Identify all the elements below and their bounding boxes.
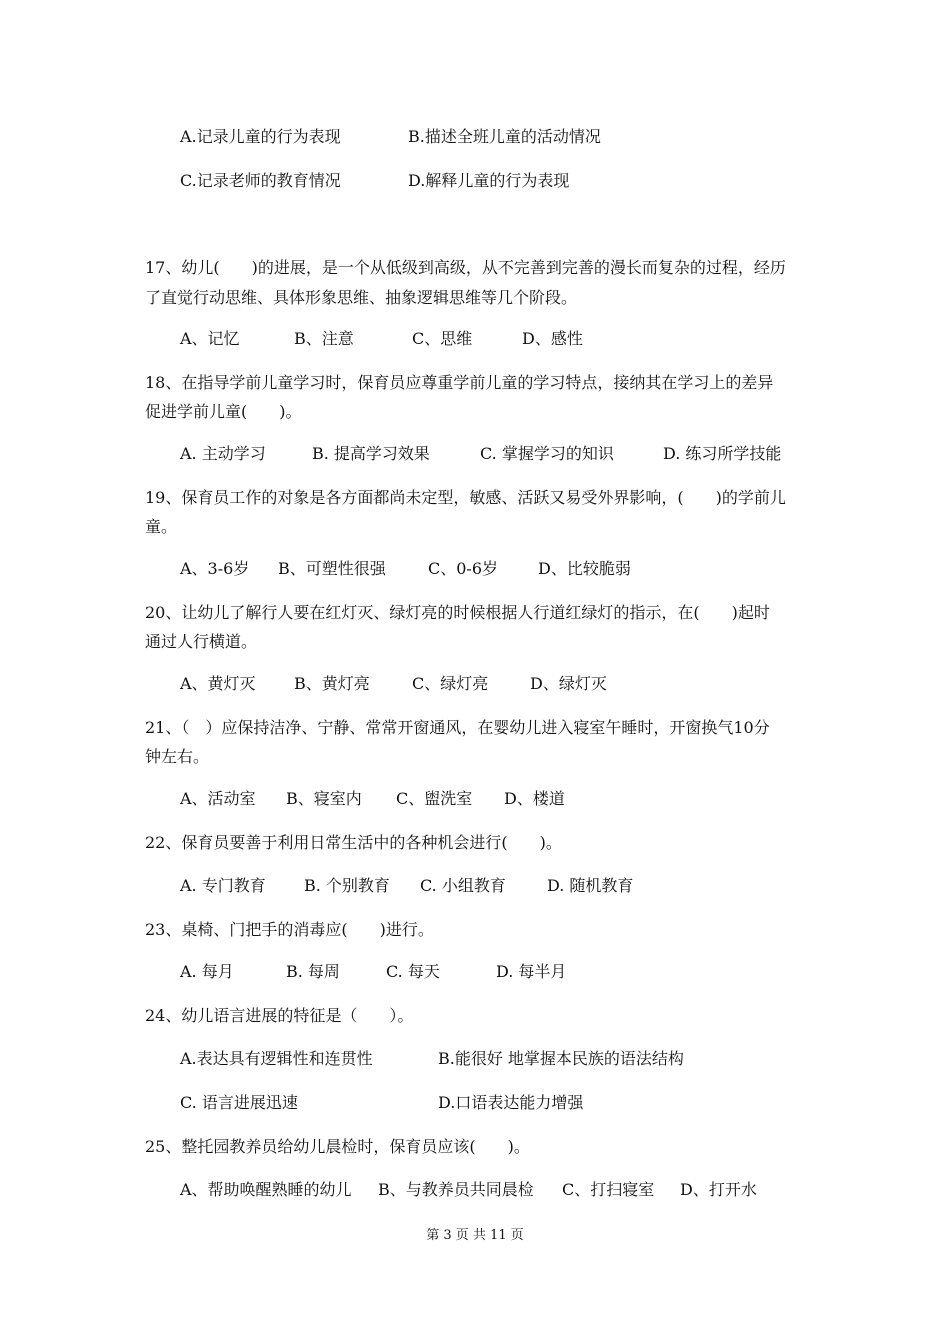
q17-option-a: A、记忆 bbox=[180, 329, 240, 348]
q22-option-b: B. 个别教育 bbox=[304, 876, 390, 895]
q18-option-b: B. 提高学习效果 bbox=[312, 444, 430, 463]
q23-option-d: D. 每半月 bbox=[496, 962, 567, 981]
q16-option-c: C.记录老师的教育情况 bbox=[180, 171, 341, 190]
q25-option-c: C、打扫寝室 bbox=[562, 1180, 655, 1199]
q23-option-b: B. 每周 bbox=[286, 962, 340, 981]
q25-text-line-1: 25、整托园教养员给幼儿晨检时，保育员应该( )。 bbox=[145, 1137, 530, 1156]
q20-text-line-2: 通过人行横道。 bbox=[145, 632, 258, 651]
q16-option-b: B.描述全班儿童的活动情况 bbox=[408, 127, 601, 146]
q17-text-line-1: 17、幼儿( )的进展，是一个从低级到高级，从不完善到完善的漫长而复杂的过程，经历 bbox=[145, 258, 786, 277]
q21-text-line-2: 钟左右。 bbox=[145, 747, 210, 766]
q21-option-a: A、活动室 bbox=[180, 789, 256, 808]
q23-option-a: A. 每月 bbox=[180, 962, 234, 981]
q20-option-d: D、绿灯灭 bbox=[530, 674, 607, 693]
q24-option-d: D.口语表达能力增强 bbox=[438, 1093, 584, 1112]
q19-text-line-2: 童。 bbox=[145, 517, 178, 536]
q22-option-c: C. 小组教育 bbox=[420, 876, 506, 895]
q17-option-c: C、思维 bbox=[412, 329, 473, 348]
q25-option-d: D、打开水 bbox=[680, 1180, 757, 1199]
q24-option-c: C. 语言进展迅速 bbox=[180, 1093, 298, 1112]
q20-option-b: B、黄灯亮 bbox=[294, 674, 370, 693]
q20-option-c: C、绿灯亮 bbox=[412, 674, 489, 693]
q17-option-d: D、感性 bbox=[522, 329, 583, 348]
q23-text-line-1: 23、桌椅、门把手的消毒应( )进行。 bbox=[145, 920, 434, 939]
q16-option-a: A.记录儿童的行为表现 bbox=[180, 127, 341, 146]
q18-option-a: A. 主动学习 bbox=[180, 444, 266, 463]
q24-option-b: B.能很好 地掌握本民族的语法结构 bbox=[438, 1049, 684, 1068]
q19-option-b: B、可塑性很强 bbox=[278, 559, 386, 578]
q19-option-a: A、3-6岁 bbox=[180, 559, 250, 578]
q18-text-line-1: 18、在指导学前儿童学习时，保育员应尊重学前儿童的学习特点，接纳其在学习上的差异 bbox=[145, 373, 774, 392]
q19-option-c: C、0-6岁 bbox=[428, 559, 499, 578]
q21-text-line-1: 21、（ ）应保持洁净、宁静、常常开窗通风，在婴幼儿进入寝室午睡时，开窗换气10分 bbox=[145, 718, 770, 737]
q25-option-a: A、帮助唤醒熟睡的幼儿 bbox=[180, 1180, 352, 1199]
q25-option-b: B、与教养员共同晨检 bbox=[378, 1180, 534, 1199]
q19-option-d: D、比较脆弱 bbox=[538, 559, 631, 578]
q22-text-line-1: 22、保育员要善于利用日常生活中的各种机会进行( )。 bbox=[145, 833, 562, 852]
q24-text-line-1: 24、幼儿语言进展的特征是（ ）。 bbox=[145, 1006, 414, 1025]
q23-option-c: C. 每天 bbox=[386, 962, 440, 981]
q22-option-d: D. 随机教育 bbox=[547, 876, 634, 895]
q22-option-a: A. 专门教育 bbox=[180, 876, 266, 895]
q18-text-line-2: 促进学前儿童( )。 bbox=[145, 402, 302, 421]
q20-option-a: A、黄灯灭 bbox=[180, 674, 256, 693]
q21-option-b: B、寝室内 bbox=[286, 789, 362, 808]
q17-option-b: B、注意 bbox=[294, 329, 354, 348]
q17-text-line-2: 了直觉行动思维、具体形象思维、抽象逻辑思维等几个阶段。 bbox=[145, 288, 578, 307]
q21-option-c: C、盥洗室 bbox=[396, 789, 473, 808]
q16-option-d: D.解释儿童的行为表现 bbox=[408, 171, 570, 190]
q18-option-c: C. 掌握学习的知识 bbox=[480, 444, 614, 463]
q24-option-a: A.表达具有逻辑性和连贯性 bbox=[180, 1049, 373, 1068]
q19-text-line-1: 19、保育员工作的对象是各方面都尚未定型，敏感、活跃又易受外界影响，( )的学前儿 bbox=[145, 488, 786, 507]
q18-option-d: D. 练习所学技能 bbox=[663, 444, 782, 463]
page-number: 第 3 页 共 11 页 bbox=[426, 1228, 524, 1243]
q21-option-d: D、楼道 bbox=[504, 789, 565, 808]
q20-text-line-1: 20、让幼儿了解行人要在红灯灭、绿灯亮的时候根据人行道红绿灯的指示，在( )起时 bbox=[145, 603, 770, 622]
